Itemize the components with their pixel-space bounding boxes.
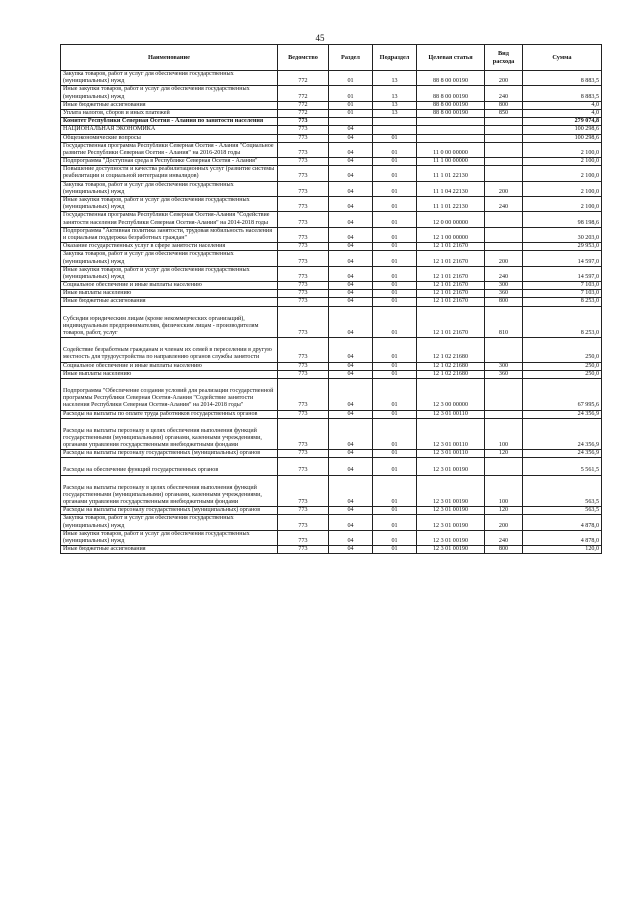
dept-cell: 773 xyxy=(278,378,329,410)
name-cell: Уплата налогов, сборов и иных платежей xyxy=(61,109,278,117)
type-cell xyxy=(485,118,523,126)
target-cell: 88 8 00 00190 xyxy=(417,109,485,117)
target-cell: 88 8 00 00190 xyxy=(417,101,485,109)
dept-cell: 773 xyxy=(278,475,329,507)
target-cell: 12 3 01 00110 xyxy=(417,450,485,458)
subsection-cell: 01 xyxy=(373,298,417,306)
type-cell: 240 xyxy=(485,86,523,101)
subsection-cell: 01 xyxy=(373,142,417,157)
type-cell xyxy=(485,410,523,418)
type-cell: 120 xyxy=(485,507,523,515)
type-cell xyxy=(485,142,523,157)
name-cell: Иные бюджетные ассигнования xyxy=(61,101,278,109)
amount-cell: 250,0 xyxy=(523,338,602,362)
name-cell: НАЦИОНАЛЬНАЯ ЭКОНОМИКА xyxy=(61,126,278,134)
table-row xyxy=(61,450,602,458)
table-row xyxy=(61,86,602,101)
name-cell: Расходы на обеспечение функций государственных органов xyxy=(61,458,278,475)
amount-cell: 24 356,9 xyxy=(523,450,602,458)
target-cell xyxy=(417,134,485,142)
table-row xyxy=(61,290,602,298)
dept-cell: 773 xyxy=(278,126,329,134)
type-cell xyxy=(485,158,523,166)
section-cell: 04 xyxy=(329,515,373,530)
dept-cell: 773 xyxy=(278,142,329,157)
name-cell: Иные выплаты населению xyxy=(61,370,278,378)
dept-cell: 772 xyxy=(278,71,329,86)
name-cell: Иные закупки товаров, работ и услуг для обеспечения государственных (муниципальных) нужд xyxy=(61,266,278,281)
amount-cell: 279 074,8 xyxy=(523,118,602,126)
amount-cell: 250,0 xyxy=(523,370,602,378)
type-cell: 200 xyxy=(485,181,523,196)
subsection-cell: 01 xyxy=(373,251,417,266)
header-subsection: Подраздел xyxy=(373,45,417,71)
target-cell: 11 0 00 00000 xyxy=(417,142,485,157)
table-row xyxy=(61,370,602,378)
section-cell: 04 xyxy=(329,410,373,418)
table-row xyxy=(61,338,602,362)
section-cell: 04 xyxy=(329,290,373,298)
type-cell: 810 xyxy=(485,306,523,338)
type-cell xyxy=(485,212,523,227)
section-cell: 04 xyxy=(329,282,373,290)
dept-cell: 772 xyxy=(278,109,329,117)
table-row xyxy=(61,475,602,507)
section-cell: 01 xyxy=(329,71,373,86)
dept-cell: 773 xyxy=(278,458,329,475)
table-body xyxy=(61,71,602,554)
subsection-cell: 01 xyxy=(373,530,417,545)
name-cell: Субсидии юридическим лицам (кроме некоммерческих организаций), индивидуальным предпринимателям, физическим лицам - производителям товаров, работ, услуг xyxy=(61,306,278,338)
section-cell: 04 xyxy=(329,134,373,142)
section-cell: 04 xyxy=(329,266,373,281)
section-cell: 04 xyxy=(329,546,373,554)
amount-cell: 7 103,0 xyxy=(523,282,602,290)
amount-cell: 4,0 xyxy=(523,101,602,109)
dept-cell: 773 xyxy=(278,266,329,281)
header-section: Раздел xyxy=(329,45,373,71)
subsection-cell: 01 xyxy=(373,378,417,410)
target-cell: 12 3 01 00190 xyxy=(417,546,485,554)
dept-cell: 773 xyxy=(278,450,329,458)
header-dept: Ведомство xyxy=(278,45,329,71)
budget-table xyxy=(60,44,602,554)
target-cell: 12 1 00 00000 xyxy=(417,227,485,242)
amount-cell: 100 298,6 xyxy=(523,126,602,134)
section-cell: 01 xyxy=(329,86,373,101)
dept-cell: 773 xyxy=(278,243,329,251)
section-cell: 04 xyxy=(329,142,373,157)
table-row xyxy=(61,306,602,338)
name-cell: Государственная программа Республики Северная Осетия - Алания "Социальное развитие Республики Северная Осетия - Алания" на 2016-2018 годы xyxy=(61,142,278,157)
table-row xyxy=(61,243,602,251)
target-cell: 12 3 01 00110 xyxy=(417,418,485,450)
name-cell: Расходы на выплаты персоналу государственных (муниципальных) органов xyxy=(61,507,278,515)
name-cell: Подпрограмма "Активная политика занятости, трудовая мобильность населения и социальная поддержка безработных граждан" xyxy=(61,227,278,242)
name-cell: Социальное обеспечение и иные выплаты населению xyxy=(61,282,278,290)
subsection-cell: 13 xyxy=(373,109,417,117)
target-cell: 12 1 01 21670 xyxy=(417,251,485,266)
name-cell: Расходы на выплаты персоналу государственных (муниципальных) органов xyxy=(61,450,278,458)
target-cell: 12 3 00 00000 xyxy=(417,378,485,410)
section-cell: 04 xyxy=(329,362,373,370)
dept-cell: 773 xyxy=(278,507,329,515)
table-row xyxy=(61,118,602,126)
section-cell: 04 xyxy=(329,251,373,266)
table-row xyxy=(61,101,602,109)
amount-cell: 8 253,0 xyxy=(523,306,602,338)
dept-cell: 773 xyxy=(278,370,329,378)
type-cell xyxy=(485,126,523,134)
name-cell: Расходы на выплаты персоналу в целях обеспечения выполнения функций государственными (муниципальными) органами, казенными учреждениями, органами управления государственными внебюджетными фондами xyxy=(61,475,278,507)
type-cell: 200 xyxy=(485,515,523,530)
subsection-cell: 01 xyxy=(373,181,417,196)
table-row xyxy=(61,282,602,290)
type-cell: 240 xyxy=(485,530,523,545)
type-cell xyxy=(485,458,523,475)
amount-cell: 8 883,5 xyxy=(523,71,602,86)
subsection-cell: 01 xyxy=(373,306,417,338)
type-cell: 800 xyxy=(485,101,523,109)
subsection-cell: 13 xyxy=(373,86,417,101)
section-cell: 04 xyxy=(329,181,373,196)
section-cell: 04 xyxy=(329,158,373,166)
section-cell: 04 xyxy=(329,370,373,378)
target-cell: 88 8 00 00190 xyxy=(417,71,485,86)
section-cell: 04 xyxy=(329,197,373,212)
page-number: 45 xyxy=(315,33,325,43)
type-cell: 300 xyxy=(485,282,523,290)
dept-cell: 773 xyxy=(278,166,329,181)
type-cell: 850 xyxy=(485,109,523,117)
amount-cell: 98 198,6 xyxy=(523,212,602,227)
target-cell: 12 1 02 21680 xyxy=(417,362,485,370)
subsection-cell: 01 xyxy=(373,515,417,530)
target-cell: 11 1 01 22130 xyxy=(417,166,485,181)
table-row xyxy=(61,158,602,166)
table-row xyxy=(61,227,602,242)
amount-cell: 14 597,0 xyxy=(523,266,602,281)
amount-cell: 4,0 xyxy=(523,109,602,117)
dept-cell: 773 xyxy=(278,181,329,196)
subsection-cell: 01 xyxy=(373,282,417,290)
target-cell: 12 1 01 21670 xyxy=(417,290,485,298)
target-cell: 12 1 01 21670 xyxy=(417,243,485,251)
name-cell: Государственная программа Республики Северная Осетия-Алания "Содействие занятости населения Республики Северная Осетия-Алания" на 2014-2018 годы xyxy=(61,212,278,227)
amount-cell: 8 253,0 xyxy=(523,298,602,306)
amount-cell: 67 995,6 xyxy=(523,378,602,410)
table-row xyxy=(61,266,602,281)
subsection-cell: 01 xyxy=(373,362,417,370)
amount-cell: 4 878,0 xyxy=(523,515,602,530)
subsection-cell: 01 xyxy=(373,418,417,450)
amount-cell: 14 597,0 xyxy=(523,251,602,266)
name-cell: Расходы на выплаты по оплате труда работников государственных органов xyxy=(61,410,278,418)
target-cell: 12 1 01 21670 xyxy=(417,298,485,306)
name-cell: Общеэкономические вопросы xyxy=(61,134,278,142)
table-row xyxy=(61,507,602,515)
target-cell: 88 8 00 00190 xyxy=(417,86,485,101)
subsection-cell: 01 xyxy=(373,338,417,362)
amount-cell: 2 100,0 xyxy=(523,142,602,157)
target-cell: 12 3 01 00190 xyxy=(417,475,485,507)
type-cell: 100 xyxy=(485,418,523,450)
amount-cell: 2 100,0 xyxy=(523,166,602,181)
target-cell: 12 3 01 00190 xyxy=(417,507,485,515)
section-cell: 04 xyxy=(329,450,373,458)
table-row xyxy=(61,298,602,306)
table-row xyxy=(61,126,602,134)
section-cell: 04 xyxy=(329,243,373,251)
table-row xyxy=(61,71,602,86)
subsection-cell: 01 xyxy=(373,134,417,142)
subsection-cell: 01 xyxy=(373,197,417,212)
table-row xyxy=(61,458,602,475)
type-cell: 240 xyxy=(485,266,523,281)
type-cell: 100 xyxy=(485,475,523,507)
type-cell: 800 xyxy=(485,298,523,306)
target-cell: 11 1 00 00000 xyxy=(417,158,485,166)
table-row xyxy=(61,212,602,227)
target-cell: 12 3 01 00190 xyxy=(417,530,485,545)
table-row xyxy=(61,142,602,157)
name-cell: Повышение доступности и качества реабилитационных услуг (развитие системы реабилитации и социальной интеграции инвалидов) xyxy=(61,166,278,181)
table-row xyxy=(61,515,602,530)
target-cell: 12 1 01 21670 xyxy=(417,282,485,290)
table-row xyxy=(61,109,602,117)
type-cell: 360 xyxy=(485,370,523,378)
target-cell: 11 1 01 22130 xyxy=(417,197,485,212)
target-cell xyxy=(417,118,485,126)
dept-cell: 773 xyxy=(278,118,329,126)
header-name: Наименование xyxy=(61,45,278,71)
name-cell: Подпрограмма "Доступная среда в Республике Северная Осетия - Алания" xyxy=(61,158,278,166)
subsection-cell: 01 xyxy=(373,458,417,475)
header-target: Целевая статья xyxy=(417,45,485,71)
amount-cell: 8 883,5 xyxy=(523,86,602,101)
table-row xyxy=(61,362,602,370)
amount-cell: 29 953,0 xyxy=(523,243,602,251)
name-cell: Содействие безработным гражданам и членам их семей в переселении в другую местность для трудоустройства по направлению органов службы занятости xyxy=(61,338,278,362)
amount-cell: 24 356,9 xyxy=(523,410,602,418)
dept-cell: 773 xyxy=(278,362,329,370)
type-cell: 240 xyxy=(485,197,523,212)
type-cell xyxy=(485,338,523,362)
target-cell: 12 1 02 21680 xyxy=(417,338,485,362)
subsection-cell: 13 xyxy=(373,101,417,109)
table-row xyxy=(61,197,602,212)
section-cell: 04 xyxy=(329,166,373,181)
name-cell: Подпрограмма "Обеспечение создания условий для реализации государственной программы Республики Северная Осетия-Алания "Содействие занятости населения Республики Северная Осетия-Алания" на 2014-2018 годы" xyxy=(61,378,278,410)
table-row xyxy=(61,410,602,418)
header-amount: Сумма xyxy=(523,45,602,71)
target-cell: 12 3 01 00190 xyxy=(417,458,485,475)
subsection-cell xyxy=(373,126,417,134)
target-cell: 12 1 01 21670 xyxy=(417,306,485,338)
dept-cell: 773 xyxy=(278,298,329,306)
section-cell: 01 xyxy=(329,109,373,117)
dept-cell: 773 xyxy=(278,418,329,450)
dept-cell: 773 xyxy=(278,515,329,530)
subsection-cell: 01 xyxy=(373,266,417,281)
section-cell: 04 xyxy=(329,227,373,242)
amount-cell: 2 100,0 xyxy=(523,158,602,166)
section-cell: 04 xyxy=(329,212,373,227)
subsection-cell: 01 xyxy=(373,158,417,166)
amount-cell: 250,0 xyxy=(523,362,602,370)
dept-cell: 773 xyxy=(278,338,329,362)
subsection-cell: 01 xyxy=(373,290,417,298)
type-cell: 800 xyxy=(485,546,523,554)
type-cell xyxy=(485,243,523,251)
type-cell: 200 xyxy=(485,251,523,266)
name-cell: Закупка товаров, работ и услуг для обеспечения государственных (муниципальных) нужд xyxy=(61,251,278,266)
name-cell: Закупка товаров, работ и услуг для обеспечения государственных (муниципальных) нужд xyxy=(61,71,278,86)
subsection-cell: 01 xyxy=(373,546,417,554)
table-row xyxy=(61,166,602,181)
dept-cell: 773 xyxy=(278,290,329,298)
section-cell xyxy=(329,118,373,126)
name-cell: Иные закупки товаров, работ и услуг для обеспечения государственных (муниципальных) нужд xyxy=(61,86,278,101)
amount-cell: 2 100,0 xyxy=(523,197,602,212)
amount-cell: 4 878,0 xyxy=(523,530,602,545)
section-cell: 04 xyxy=(329,530,373,545)
target-cell: 12 3 01 00110 xyxy=(417,410,485,418)
section-cell: 04 xyxy=(329,126,373,134)
name-cell: Комитет Республики Северная Осетия - Алания по занятости населения xyxy=(61,118,278,126)
section-cell: 04 xyxy=(329,378,373,410)
dept-cell: 773 xyxy=(278,212,329,227)
section-cell: 04 xyxy=(329,458,373,475)
target-cell: 12 3 01 00190 xyxy=(417,515,485,530)
name-cell: Закупка товаров, работ и услуг для обеспечения государственных (муниципальных) нужд xyxy=(61,181,278,196)
amount-cell: 30 203,0 xyxy=(523,227,602,242)
dept-cell: 773 xyxy=(278,410,329,418)
section-cell: 04 xyxy=(329,507,373,515)
name-cell: Иные бюджетные ассигнования xyxy=(61,546,278,554)
subsection-cell: 13 xyxy=(373,71,417,86)
dept-cell: 773 xyxy=(278,158,329,166)
target-cell: 12 1 02 21680 xyxy=(417,370,485,378)
table-row xyxy=(61,251,602,266)
type-cell xyxy=(485,227,523,242)
dept-cell: 773 xyxy=(278,227,329,242)
name-cell: Иные выплаты населению xyxy=(61,290,278,298)
amount-cell: 5 561,5 xyxy=(523,458,602,475)
table-row xyxy=(61,378,602,410)
name-cell: Иные закупки товаров, работ и услуг для обеспечения государственных (муниципальных) нужд xyxy=(61,530,278,545)
section-cell: 04 xyxy=(329,298,373,306)
type-cell: 360 xyxy=(485,290,523,298)
dept-cell: 773 xyxy=(278,282,329,290)
name-cell: Расходы на выплаты персоналу в целях обеспечения выполнения функций государственными (муниципальными) органами, казенными учреждениями, органами управления государственными внебюджетными фондами xyxy=(61,418,278,450)
amount-cell: 563,5 xyxy=(523,507,602,515)
dept-cell: 773 xyxy=(278,134,329,142)
table-row xyxy=(61,134,602,142)
table-row xyxy=(61,418,602,450)
subsection-cell xyxy=(373,118,417,126)
amount-cell: 7 103,0 xyxy=(523,290,602,298)
table-row xyxy=(61,530,602,545)
dept-cell: 773 xyxy=(278,530,329,545)
name-cell: Иные закупки товаров, работ и услуг для обеспечения государственных (муниципальных) нужд xyxy=(61,197,278,212)
subsection-cell: 01 xyxy=(373,166,417,181)
section-cell: 04 xyxy=(329,475,373,507)
type-cell: 120 xyxy=(485,450,523,458)
amount-cell: 24 356,9 xyxy=(523,418,602,450)
section-cell: 01 xyxy=(329,101,373,109)
subsection-cell: 01 xyxy=(373,370,417,378)
subsection-cell: 01 xyxy=(373,410,417,418)
subsection-cell: 01 xyxy=(373,475,417,507)
amount-cell: 563,5 xyxy=(523,475,602,507)
amount-cell: 120,0 xyxy=(523,546,602,554)
subsection-cell: 01 xyxy=(373,227,417,242)
dept-cell: 773 xyxy=(278,251,329,266)
name-cell: Социальное обеспечение и иные выплаты населению xyxy=(61,362,278,370)
subsection-cell: 01 xyxy=(373,450,417,458)
dept-cell: 773 xyxy=(278,306,329,338)
name-cell: Иные бюджетные ассигнования xyxy=(61,298,278,306)
name-cell: Оказание государственных услуг в сфере занятости населения xyxy=(61,243,278,251)
section-cell: 04 xyxy=(329,338,373,362)
table-header-row xyxy=(61,45,602,71)
table-row xyxy=(61,546,602,554)
section-cell: 04 xyxy=(329,418,373,450)
subsection-cell: 01 xyxy=(373,243,417,251)
type-cell xyxy=(485,134,523,142)
type-cell xyxy=(485,166,523,181)
subsection-cell: 01 xyxy=(373,507,417,515)
type-cell xyxy=(485,378,523,410)
subsection-cell: 01 xyxy=(373,212,417,227)
table-row xyxy=(61,181,602,196)
target-cell: 12 1 01 21670 xyxy=(417,266,485,281)
section-cell: 04 xyxy=(329,306,373,338)
dept-cell: 772 xyxy=(278,86,329,101)
amount-cell: 2 100,0 xyxy=(523,181,602,196)
type-cell: 300 xyxy=(485,362,523,370)
header-type: Вид расхода xyxy=(485,45,523,71)
dept-cell: 773 xyxy=(278,546,329,554)
target-cell: 12 0 00 00000 xyxy=(417,212,485,227)
dept-cell: 772 xyxy=(278,101,329,109)
target-cell xyxy=(417,126,485,134)
dept-cell: 773 xyxy=(278,197,329,212)
name-cell: Закупка товаров, работ и услуг для обеспечения государственных (муниципальных) нужд xyxy=(61,515,278,530)
target-cell: 11 1 04 22130 xyxy=(417,181,485,196)
amount-cell: 100 298,6 xyxy=(523,134,602,142)
type-cell: 200 xyxy=(485,71,523,86)
